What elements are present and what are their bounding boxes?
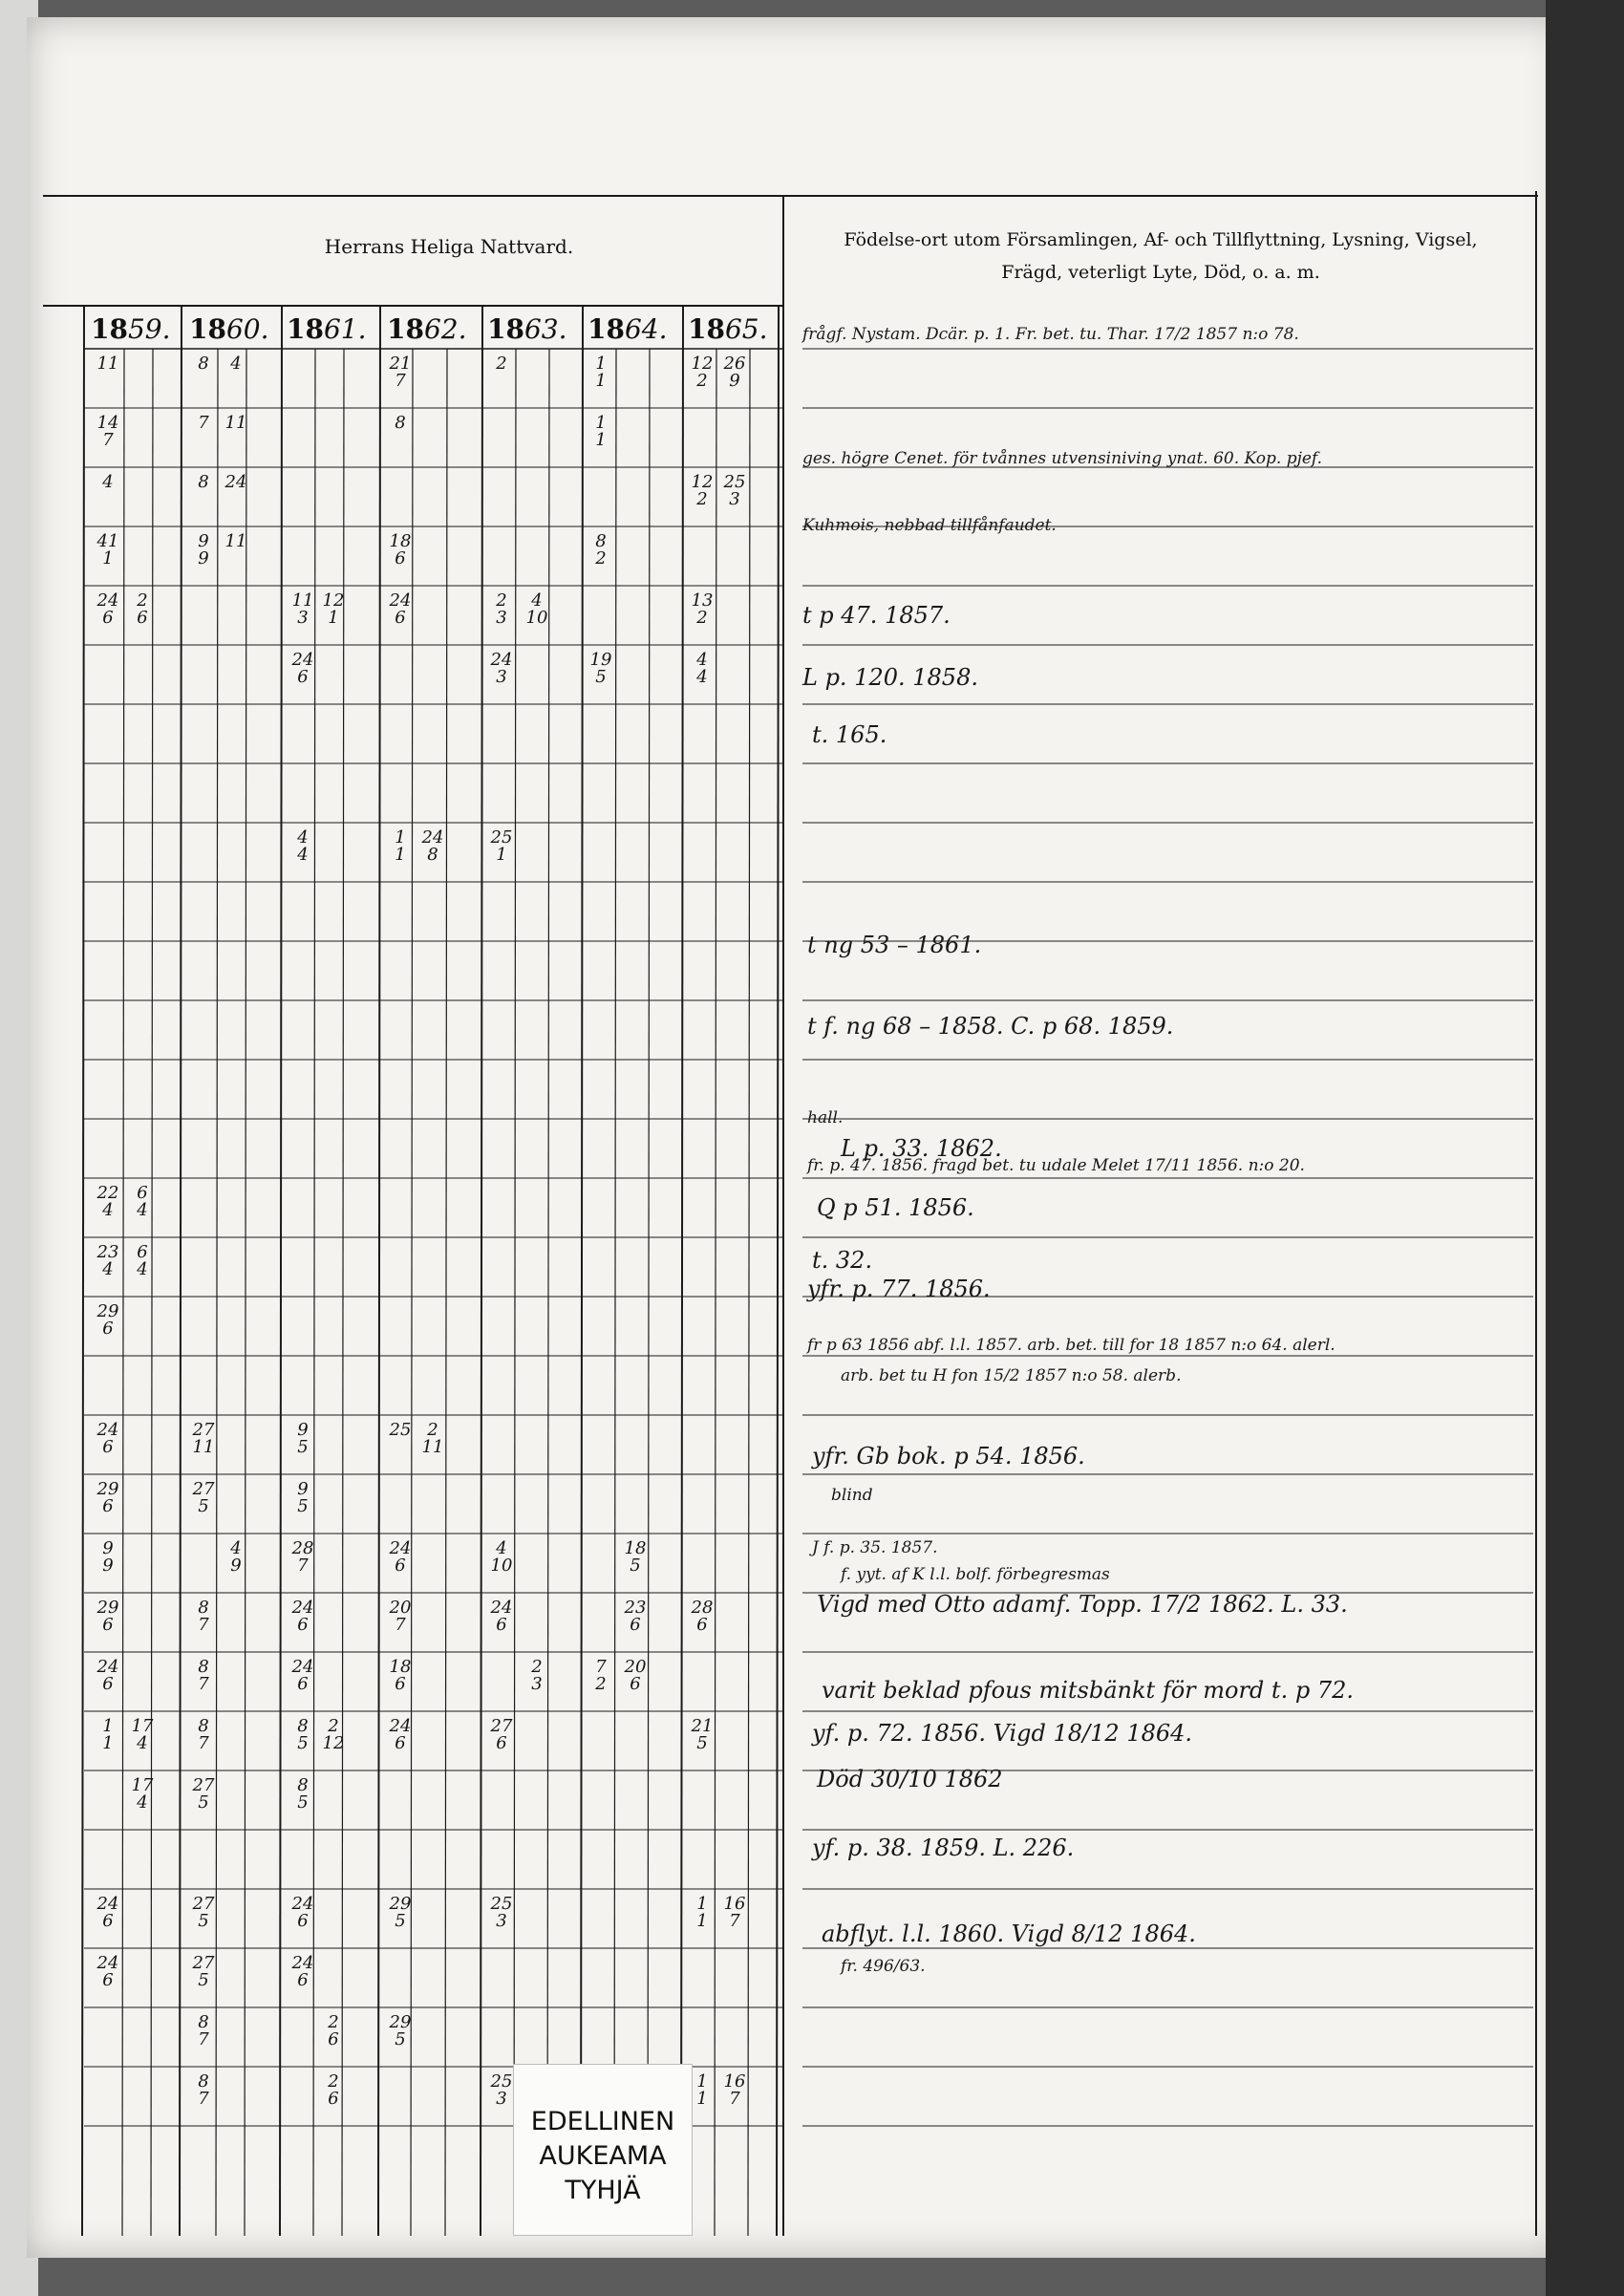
- communion-entry: 25: [389, 1420, 412, 1440]
- remark-text: ges. högre Cenet. för tvånnes utvensiniving ynat. 60. Kop. pjef.: [802, 449, 1323, 468]
- year-divider-5: [581, 306, 583, 2236]
- communion-entry: 20 7: [389, 1598, 412, 1635]
- communion-entry: 25 3: [490, 2071, 513, 2109]
- communion-entry: 41 1: [96, 531, 119, 569]
- communion-entry: 4 9: [230, 1538, 242, 1576]
- communion-entry: 4 4: [696, 650, 708, 687]
- year-divider-3: [378, 306, 380, 2236]
- year-handwritten-4: 63.: [524, 313, 567, 345]
- communion-entry: 26 9: [723, 354, 746, 391]
- remark-text: hall.: [807, 1108, 844, 1127]
- communion-entry: 9 9: [102, 1538, 114, 1576]
- communion-entry: 6 4: [137, 1183, 148, 1220]
- communion-entry: 25 3: [723, 472, 746, 509]
- remark-text: arb. bet tu H fon 15/2 1857 n:o 58. alerb.: [841, 1366, 1182, 1385]
- communion-entry: 6 4: [137, 1242, 148, 1279]
- communion-entry: 12 1: [322, 590, 345, 628]
- remark-text: yfr. Gb bok. p 54. 1856.: [812, 1443, 1085, 1470]
- communion-entry: 24 8: [421, 827, 444, 865]
- right-column-header-line1: Födelse-ort utom Församlingen, Af- och Tillflyttning, Lysning, Vigsel,: [844, 229, 1478, 250]
- year-header-4: [487, 313, 567, 345]
- remark-text: varit beklad pfous mitsbänkt för mord t. p 72.: [822, 1677, 1354, 1704]
- remark-text: J f. p. 35. 1857.: [812, 1538, 938, 1557]
- communion-entry: 7: [198, 413, 209, 433]
- communion-entry: 4: [102, 472, 114, 492]
- year-divider-7: [777, 306, 779, 2236]
- year-printed-1: 18: [189, 313, 226, 345]
- communion-entry: 24 6: [490, 1598, 513, 1635]
- communion-entry: 28 6: [691, 1598, 714, 1635]
- remark-text: L p. 120. 1858.: [802, 664, 978, 691]
- communion-entry: 17 4: [131, 1775, 154, 1813]
- remark-text: fr p 63 1856 abf. l.l. 1857. arb. bet. till for 18 1857 n:o 64. alerl.: [807, 1336, 1336, 1355]
- remark-text: abflyt. l.l. 1860. Vigd 8/12 1864.: [822, 1920, 1196, 1947]
- year-printed-3: 18: [387, 313, 424, 345]
- communion-entry: 24 6: [389, 590, 412, 628]
- communion-entry: 28 7: [291, 1538, 314, 1576]
- communion-entry: 16 7: [723, 2071, 746, 2109]
- communion-entry: 8 5: [297, 1775, 309, 1813]
- communion-entry: 24 6: [291, 1953, 314, 1990]
- remark-text: t. 32.: [812, 1247, 873, 1274]
- communion-entry: 29 6: [96, 1301, 119, 1339]
- communion-entry: 8: [198, 472, 209, 492]
- communion-entry: 1 1: [595, 354, 607, 391]
- communion-entry: 9 5: [297, 1420, 309, 1457]
- remark-text: Vigd med Otto adamf. Topp. 17/2 1862. L. 33.: [817, 1591, 1348, 1618]
- communion-entry: 17 4: [131, 1716, 154, 1753]
- year-header-3: [387, 313, 467, 345]
- communion-entry: 2 3: [531, 1657, 543, 1694]
- communion-entry: 24 6: [96, 1953, 119, 1990]
- communion-entry: 14 7: [96, 413, 119, 450]
- communion-entry: 27 5: [192, 1894, 215, 1931]
- remark-text: L p. 33. 1862.: [841, 1135, 1002, 1162]
- communion-entry: 27 11: [192, 1420, 215, 1457]
- communion-entry: 1 1: [395, 827, 406, 865]
- communion-entry: 8: [395, 413, 406, 433]
- communion-entry: 2 6: [137, 590, 148, 628]
- year-header-5: [588, 313, 668, 345]
- communion-entry: 4: [230, 354, 242, 374]
- communion-entry: 21 7: [389, 354, 412, 391]
- communion-entry: 29 6: [96, 1598, 119, 1635]
- communion-entry: 22 4: [96, 1183, 119, 1220]
- sub-column-2: [216, 349, 218, 2236]
- left-column-header: Herrans Heliga Nattvard.: [324, 235, 574, 258]
- remark-text: f. yyt. af K l.l. bolf. förbegresmas: [841, 1565, 1110, 1584]
- year-divider-1: [180, 306, 182, 2236]
- remark-text: Död 30/10 1862: [817, 1766, 1003, 1792]
- year-handwritten-3: 62.: [423, 313, 467, 345]
- sub-column-13: [748, 349, 750, 2236]
- communion-entry: 8: [198, 354, 209, 374]
- remark-text: Kuhmois, nebbad tillfånfaudet.: [802, 516, 1057, 535]
- communion-entry: 21 5: [691, 1716, 714, 1753]
- communion-entry: 2 3: [496, 590, 507, 628]
- remark-text: t f. ng 68 – 1858. C. p 68. 1859.: [807, 1013, 1174, 1040]
- year-header-0: [91, 313, 171, 345]
- remark-text: frågf. Nystam. Dcär. p. 1. Fr. bet. tu. Thar. 17/2 1857 n:o 78.: [802, 325, 1299, 344]
- communion-entry: 8 5: [297, 1716, 309, 1753]
- communion-entry: 24 6: [291, 1657, 314, 1694]
- sub-column-3: [245, 349, 246, 2236]
- communion-entry: 11: [224, 413, 247, 433]
- communion-entry: 24 6: [291, 1598, 314, 1635]
- year-printed-0: 18: [91, 313, 128, 345]
- sub-column-1: [151, 349, 153, 2236]
- communion-entry: 18 6: [389, 1657, 412, 1694]
- communion-entry: 12 2: [691, 354, 714, 391]
- remark-text: t. 165.: [812, 721, 887, 748]
- communion-entry: 23 4: [96, 1242, 119, 1279]
- communion-entry: 24 6: [389, 1716, 412, 1753]
- sub-column-0: [122, 349, 124, 2236]
- right-column-header-line2: Frägd, veterligt Lyte, Död, o. a. m.: [1001, 262, 1320, 283]
- communion-entry: 11 3: [291, 590, 314, 628]
- communion-entry: 2 6: [328, 2012, 339, 2049]
- year-printed-4: 18: [487, 313, 524, 345]
- communion-entry: 1 1: [102, 1716, 114, 1753]
- year-header-6: [688, 313, 768, 345]
- year-header-2: [287, 313, 367, 345]
- communion-entry: 27 5: [192, 1775, 215, 1813]
- communion-entry: 12 2: [691, 472, 714, 509]
- year-handwritten-1: 60.: [225, 313, 269, 345]
- year-divider-6: [681, 306, 683, 2236]
- communion-entry: 4 10: [490, 1538, 513, 1576]
- communion-entry: 8 7: [198, 1598, 209, 1635]
- remark-text: yfr. p. 77. 1856.: [807, 1276, 991, 1302]
- communion-entry: 24 6: [96, 1420, 119, 1457]
- communion-entry: 20 6: [624, 1657, 647, 1694]
- communion-entry: 1 1: [696, 2071, 708, 2109]
- year-handwritten-6: 65.: [724, 313, 768, 345]
- remark-text: blind: [831, 1486, 873, 1505]
- communion-entry: 24 6: [96, 1894, 119, 1931]
- communion-entry: 24 6: [96, 590, 119, 628]
- stamp-line-3: TYHJÄ: [565, 2176, 641, 2205]
- sub-column-4: [313, 349, 315, 2236]
- communion-entry: 25 1: [490, 827, 513, 865]
- communion-entry: 2 6: [328, 2071, 339, 2109]
- remark-text: Q p 51. 1856.: [817, 1194, 974, 1221]
- communion-entry: 9 9: [198, 531, 209, 569]
- communion-entry: 7 2: [595, 1657, 607, 1694]
- communion-entry: 18 6: [389, 531, 412, 569]
- communion-entry: 8 7: [198, 1716, 209, 1753]
- communion-entry: 11: [224, 531, 247, 551]
- sub-column-10: [614, 349, 616, 2236]
- communion-entry: 2: [496, 354, 507, 374]
- communion-entry: 24 3: [490, 650, 513, 687]
- sub-column-12: [715, 349, 716, 2236]
- remark-text: t ng 53 – 1861.: [807, 932, 982, 958]
- communion-entry: 11: [96, 354, 119, 374]
- communion-entry: 27 6: [490, 1716, 513, 1753]
- year-printed-6: 18: [688, 313, 725, 345]
- communion-entry: 24 6: [389, 1538, 412, 1576]
- communion-entry: 2 11: [421, 1420, 444, 1457]
- sub-column-8: [514, 349, 516, 2236]
- archive-stamp: [513, 2064, 693, 2236]
- year-handwritten-2: 61.: [323, 313, 367, 345]
- stamp-line-2: AUKEAMA: [539, 2141, 667, 2171]
- year-printed-2: 18: [287, 313, 324, 345]
- remark-text: yf. p. 38. 1859. L. 226.: [812, 1835, 1075, 1861]
- communion-entry: 24 6: [96, 1657, 119, 1694]
- sub-column-6: [411, 349, 413, 2236]
- communion-entry: 24 6: [291, 650, 314, 687]
- communion-entry: 8 7: [198, 2012, 209, 2049]
- year-handwritten-0: 59.: [127, 313, 171, 345]
- year-divider-4: [481, 306, 482, 2236]
- communion-entry: 8 7: [198, 1657, 209, 1694]
- sub-column-11: [648, 349, 650, 2236]
- communion-entry: 24 6: [291, 1894, 314, 1931]
- communion-entry: 27 5: [192, 1479, 215, 1516]
- communion-entry: 29 5: [389, 1894, 412, 1931]
- year-handwritten-5: 64.: [624, 313, 668, 345]
- communion-entry: 25 3: [490, 1894, 513, 1931]
- sub-column-5: [342, 349, 344, 2236]
- remark-text: fr. 496/63.: [841, 1957, 926, 1976]
- year-printed-5: 18: [588, 313, 625, 345]
- communion-entry: 13 2: [691, 590, 714, 628]
- communion-entry: 27 5: [192, 1953, 215, 1990]
- remark-text: t p 47. 1857.: [802, 602, 951, 629]
- communion-entry: 19 5: [589, 650, 612, 687]
- sub-column-9: [547, 349, 549, 2236]
- communion-entry: 8 2: [595, 531, 607, 569]
- communion-entry: 18 5: [624, 1538, 647, 1576]
- communion-entry: 16 7: [723, 1894, 746, 1931]
- remark-text: fr. p. 47. 1856. fragd bet. tu udale Melet 17/11 1856. n:o 20.: [807, 1156, 1305, 1175]
- year-header-1: [189, 313, 269, 345]
- communion-entry: 9 5: [297, 1479, 309, 1516]
- communion-entry: 1 1: [595, 413, 607, 450]
- communion-entry: 24: [224, 472, 247, 492]
- communion-entry: 4 4: [297, 827, 309, 865]
- communion-entry: 29 5: [389, 2012, 412, 2049]
- communion-entry: 2 12: [322, 1716, 345, 1753]
- communion-entry: 29 6: [96, 1479, 119, 1516]
- communion-entry: 4 10: [525, 590, 548, 628]
- stamp-line-1: EDELLINEN: [530, 2107, 675, 2136]
- year-divider-0: [82, 306, 84, 2236]
- communion-entry: 8 7: [198, 2071, 209, 2109]
- year-divider-2: [280, 306, 282, 2236]
- remark-text: yf. p. 72. 1856. Vigd 18/12 1864.: [812, 1720, 1193, 1747]
- sub-column-7: [445, 349, 447, 2236]
- communion-entry: 1 1: [696, 1894, 708, 1931]
- communion-entry: 23 6: [624, 1598, 647, 1635]
